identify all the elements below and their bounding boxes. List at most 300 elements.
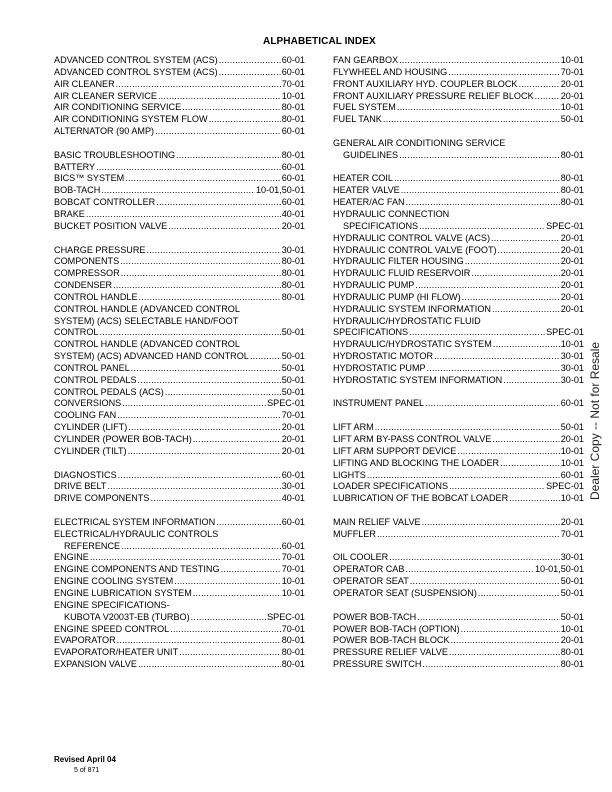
dot-leader (216, 517, 281, 529)
dot-leader (461, 624, 560, 636)
index-entry-topic: OPERATOR CAB (333, 564, 405, 575)
index-entry-page: 50-01 (281, 386, 305, 397)
index-entry (333, 185, 584, 197)
dot-leader (193, 588, 281, 600)
index-entry (54, 339, 305, 351)
section-gap (54, 233, 305, 245)
index-entry (333, 114, 584, 126)
index-entry (54, 493, 305, 505)
index-entry-page: 80-01 (281, 256, 305, 267)
index-entry (54, 363, 305, 375)
index-entry (333, 458, 584, 470)
index-entry-page: 10-01,50-01 (534, 564, 584, 575)
dot-leader (118, 470, 281, 482)
dot-leader (156, 197, 281, 209)
index-entry-page: 50-01 (281, 351, 305, 362)
index-entry-page: 50-01 (560, 422, 584, 433)
index-entry (333, 173, 584, 185)
index-entry-page: 10-01 (560, 55, 584, 65)
index-entry (333, 481, 584, 493)
index-entry-page: 60-01 (281, 126, 305, 137)
index-entry-topic: HYDRAULIC SYSTEM INFORMATION (333, 303, 491, 314)
index-entry (54, 647, 305, 659)
index-entry (54, 91, 305, 103)
index-entry (333, 470, 584, 482)
index-entry (54, 197, 305, 209)
index-entry-topic: DRIVE COMPONENTS (54, 493, 150, 504)
index-entry-page: 10-01 (281, 90, 305, 101)
dot-leader (155, 126, 281, 138)
dot-leader (176, 150, 281, 162)
index-entry (333, 304, 584, 316)
index-entry-page: 10-01 (560, 457, 584, 468)
index-entry (54, 316, 305, 328)
dot-leader (500, 458, 560, 470)
index-entry (333, 209, 584, 221)
index-entry-page: 10-01 (560, 102, 584, 113)
index-entry-topic: CHARGE PRESSURE (54, 244, 146, 255)
index-entry-page: 70-01 (560, 66, 584, 77)
index-entry-page: 80-01 (281, 114, 305, 125)
index-entry-topic: COMPONENTS (54, 256, 120, 267)
index-entry-topic: INSTRUMENT PANEL (333, 398, 425, 409)
index-entry-page: 20-01 (281, 434, 305, 444)
index-entry-topic: HEATER/AC FAN (333, 197, 405, 208)
dot-leader (99, 327, 280, 339)
index-entry-page: 20-01 (560, 90, 584, 101)
dot-leader (409, 327, 545, 339)
index-entry-topic: MUFFLER (333, 528, 376, 539)
watermark-text: Dealer Copy -- Not for Resale (588, 341, 602, 500)
dot-leader (117, 410, 281, 422)
index-entry (333, 197, 584, 209)
index-entry-topic: AIR CLEANER (54, 78, 115, 89)
index-entry (333, 91, 584, 103)
index-entry (333, 339, 584, 351)
index-entry (54, 292, 305, 304)
index-entry-topic: HYDRAULIC FILTER HOUSING (333, 256, 464, 267)
index-entry-page: SPEC-01 (546, 220, 584, 231)
index-entry-topic: OIL COOLER (333, 552, 389, 563)
index-entry-page: 10-01 (560, 623, 584, 634)
index-entry (333, 422, 584, 434)
page-number: 5 of 871 (74, 767, 100, 774)
index-entry-page: SPEC-01 (546, 481, 584, 492)
dot-leader (139, 292, 281, 304)
dot-leader (449, 481, 545, 493)
dot-leader (165, 387, 281, 399)
index-entry-page: 80-01 (281, 268, 305, 279)
index-entry (54, 162, 305, 174)
index-entry (54, 150, 305, 162)
index-entry-page: 20-01 (560, 232, 584, 243)
index-entry-topic: CONTROL PEDALS (54, 374, 137, 385)
index-entry-topic: SPECIFICATIONS (343, 220, 419, 231)
index-entry-page: 70-01 (281, 410, 305, 421)
index-entry-topic: LOADER SPECIFICATIONS (333, 481, 449, 492)
dot-leader (449, 647, 560, 659)
index-entry (333, 268, 584, 280)
dot-leader (86, 209, 281, 221)
index-entry (333, 67, 584, 79)
index-entry-page: 20-01 (560, 635, 584, 646)
dot-leader (397, 102, 560, 114)
index-entry-topic: BATTERY (54, 161, 96, 172)
index-entry-page: SPEC-01 (267, 398, 305, 409)
index-entry-topic: HYDROSTATIC MOTOR (333, 351, 434, 362)
index-entry-topic: ENGINE COOLING SYSTEM (54, 576, 174, 587)
index-entry-page: 20-01 (560, 268, 584, 279)
index-entry-topic: CONTROL HANDLE (ADVANCED CONTROL (54, 303, 240, 314)
dot-leader (427, 363, 560, 375)
dot-leader (122, 398, 266, 410)
dot-leader (182, 102, 281, 114)
index-entry (54, 517, 305, 529)
index-entry-page: 10-01 (560, 339, 584, 350)
index-column-right (333, 55, 584, 671)
index-entry-page: 30-01 (560, 351, 584, 362)
dot-leader (113, 280, 281, 292)
index-entry-page: 80-01 (281, 102, 305, 113)
index-entry-topic: ENGINE (54, 552, 89, 563)
index-entry (54, 600, 305, 612)
dot-leader (451, 635, 560, 647)
index-entry (333, 576, 584, 588)
dot-leader (219, 67, 281, 79)
index-entry-page: 10-01,50-01 (255, 185, 305, 196)
dot-leader (422, 517, 560, 529)
index-entry (54, 55, 305, 67)
index-entry (54, 410, 305, 422)
dot-leader (90, 552, 281, 564)
index-entry (333, 529, 584, 541)
index-entry-topic: BICS™ SYSTEM (54, 173, 125, 184)
index-entry (333, 327, 584, 339)
index-entry-topic: EVAPORATOR (54, 635, 116, 646)
index-entry (333, 280, 584, 292)
index-entry-page: 30-01 (281, 481, 305, 492)
index-entry-topic: REFERENCE (64, 540, 121, 551)
index-entry (333, 612, 584, 624)
index-entry-topic: HEATER COIL (333, 173, 393, 184)
index-entry-topic: CONTROL HANDLE (ADVANCED CONTROL (54, 339, 240, 350)
index-entry-topic: ENGINE SPECIFICATIONS- (54, 599, 170, 610)
index-entry-page: 20-01 (560, 434, 584, 444)
index-entry (333, 316, 584, 328)
section-gap (333, 600, 584, 612)
index-entry (54, 256, 305, 268)
index-column-left (54, 55, 305, 671)
index-entry-topic: HYDROSTATIC PUMP (333, 362, 426, 373)
index-entry-topic: PRESSURE SWITCH (333, 659, 422, 670)
dot-leader (138, 659, 281, 671)
dot-leader (125, 173, 280, 185)
index-entry-topic: ADVANCED CONTROL SYSTEM (ACS) (54, 66, 218, 77)
index-entry-topic: CONVERSIONS (54, 398, 122, 409)
dot-leader (417, 612, 560, 624)
index-entry-page: 60-01 (281, 161, 305, 172)
dot-leader (492, 304, 560, 316)
dot-leader (498, 245, 560, 257)
dot-leader (394, 173, 560, 185)
index-entry-topic: HYDROSTATIC SYSTEM INFORMATION (333, 374, 503, 385)
index-entry (333, 138, 584, 150)
index-entry (333, 221, 584, 233)
index-entry (54, 114, 305, 126)
index-entry (333, 292, 584, 304)
index-entry-topic: CYLINDER (POWER BOB-TACH) (54, 434, 192, 444)
index-entry-topic: CYLINDER (LIFT) (54, 422, 128, 433)
index-entry-page: 80-01 (560, 197, 584, 208)
index-entry-topic: BASIC TROUBLESHOOTING (54, 149, 176, 160)
index-entry (333, 351, 584, 363)
index-entry-page: SPEC-01 (267, 611, 305, 622)
index-entry-page: 10-01 (560, 445, 584, 456)
dot-leader (406, 197, 560, 209)
index-entry-topic: ENGINE COMPONENTS AND TESTING (54, 564, 220, 575)
index-entry-page: 30-01 (560, 374, 584, 385)
index-entry-page: 60-01 (560, 469, 584, 480)
index-entry (333, 150, 584, 162)
dot-leader (399, 150, 560, 162)
index-entry-page: 70-01 (281, 564, 305, 575)
index-entry-topic: BOBCAT CONTROLLER (54, 197, 156, 208)
index-entry-topic: COOLING FAN (54, 410, 117, 421)
index-entry (54, 126, 305, 138)
index-entry-topic: ENGINE SPEED CONTROL (54, 623, 170, 634)
index-entry-page: 50-01 (281, 374, 305, 385)
dot-leader (131, 363, 281, 375)
index-entry-topic: ENGINE LUBRICATION SYSTEM (54, 587, 192, 598)
index-entry-page: 30-01 (560, 362, 584, 373)
index-entry-topic: ELECTRICAL/HYDRAULIC CONTROLS (54, 528, 219, 539)
index-entry-topic: EVAPORATOR/HEATER UNIT (54, 647, 179, 658)
index-entry (54, 635, 305, 647)
index-entry-topic: FUEL TANK (333, 114, 382, 125)
dot-leader (405, 564, 534, 576)
dot-leader (191, 612, 266, 624)
index-entry (54, 387, 305, 399)
dot-leader (425, 398, 560, 410)
index-entry-topic: SYSTEM) (ACS) ADVANCED HAND CONTROL (54, 351, 249, 362)
index-entry-page: 60-01 (281, 66, 305, 77)
dot-leader (174, 576, 280, 588)
dot-leader (219, 55, 281, 67)
index-entry (54, 434, 305, 446)
index-entry-topic: CONTROL HANDLE (54, 291, 138, 302)
dot-leader (535, 91, 560, 103)
revision-note: Revised April 04 (54, 755, 116, 764)
index-entry-page: 60-01 (281, 516, 305, 527)
index-entry-topic: HYDRAULIC CONTROL VALVE (ACS) (333, 232, 490, 243)
index-entry-topic: CONTROL PANEL (54, 362, 130, 373)
dot-leader (493, 339, 560, 351)
index-entry-topic: POWER BOB-TACH (333, 611, 417, 622)
index-entry-page: 80-01 (560, 659, 584, 670)
section-gap (333, 541, 584, 553)
index-entry-page: 80-01 (281, 291, 305, 302)
section-gap (54, 458, 305, 470)
dot-leader (492, 434, 559, 446)
index-entry-topic: AIR CLEANER SERVICE (54, 90, 157, 101)
dot-leader (478, 588, 560, 600)
index-entry-topic: FLYWHEEL AND HOUSING (333, 66, 448, 77)
index-entry-page: 40-01 (281, 208, 305, 219)
index-entry (54, 245, 305, 257)
index-entry-page: 10-01 (281, 587, 305, 598)
index-entry-topic: LIFTING AND BLOCKING THE LOADER (333, 457, 500, 468)
index-entry-topic: HYDRAULIC FLUID RESERVOIR (333, 268, 471, 279)
page-title: ALPHABETICAL INDEX (263, 36, 376, 47)
index-entry-page: 80-01 (281, 635, 305, 646)
index-entry-page: 80-01 (560, 173, 584, 184)
index-entry-topic: CONTROL (54, 327, 99, 338)
index-entry-page: 10-01 (560, 493, 584, 504)
dot-leader (193, 434, 281, 446)
dot-leader (101, 185, 255, 197)
index-entry-page: 70-01 (560, 528, 584, 539)
index-entry (333, 256, 584, 268)
index-entry-page: 50-01 (281, 362, 305, 373)
index-entry (54, 576, 305, 588)
index-entry (54, 422, 305, 434)
index-entry-page: 50-01 (281, 327, 305, 338)
index-entry (333, 517, 584, 529)
dot-leader (422, 659, 559, 671)
index-entry-page: 60-01 (281, 469, 305, 480)
dot-leader (509, 493, 560, 505)
index-entry (54, 280, 305, 292)
dot-leader (462, 292, 560, 304)
index-entry-topic: ALTERNATOR (90 AMP) (54, 126, 155, 137)
index-entry (54, 67, 305, 79)
section-gap (54, 505, 305, 517)
index-entry (54, 102, 305, 114)
dot-leader (121, 268, 281, 280)
index-entry-topic: SPECIFICATIONS (333, 327, 409, 338)
dot-leader (389, 552, 559, 564)
dot-leader (221, 564, 281, 576)
dot-leader (96, 162, 281, 174)
index-entry-page: 20-01 (560, 280, 584, 291)
index-entry-topic: AIR CONDITIONING SYSTEM FLOW (54, 114, 208, 125)
index-entry-page: 70-01 (281, 623, 305, 634)
index-entry (54, 375, 305, 387)
index-entry (54, 173, 305, 185)
index-entry-topic: FRONT AUXILIARY PRESSURE RELIEF BLOCK (333, 90, 534, 101)
index-entry-topic: GENERAL AIR CONDITIONING SERVICE (333, 137, 506, 148)
index-entry (54, 624, 305, 636)
index-entry-topic: KUBOTA V2003T-EB (TURBO) (64, 611, 190, 622)
index-entry (333, 564, 584, 576)
index-entry-page: 60-01 (281, 540, 305, 551)
index-entry-page: 80-01 (281, 149, 305, 160)
index-entry-topic: CONTROL PEDALS (ACS) (54, 386, 164, 397)
index-entry (333, 446, 584, 458)
dot-leader (250, 351, 281, 363)
index-entry-topic: HYDRAULIC/HYDROSTATIC FLUID (333, 315, 481, 326)
section-gap (333, 505, 584, 517)
index-entry (333, 659, 584, 671)
dot-leader (117, 635, 281, 647)
index-entry (54, 612, 305, 624)
index-entry-topic: CONDENSER (54, 280, 113, 291)
index-entry-page: 20-01 (560, 244, 584, 255)
index-entry-topic: HYDRAULIC CONNECTION (333, 208, 450, 219)
dot-leader (457, 446, 559, 458)
index-entry-page: 50-01 (560, 587, 584, 598)
dot-leader (209, 114, 281, 126)
dot-leader (158, 91, 281, 103)
index-entry-page: 50-01 (560, 576, 584, 587)
index-entry-page: 20-01 (560, 303, 584, 314)
dot-leader (399, 55, 560, 67)
index-entry-topic: EXPANSION VALVE (54, 659, 137, 670)
index-entry-topic: LIGHTS (333, 469, 366, 480)
dot-leader (151, 493, 281, 505)
index-entry-topic: LIFT ARM (333, 422, 374, 433)
index-entry-topic: HEATER VALVE (333, 185, 400, 196)
section-gap (333, 410, 584, 422)
index-entry-page: 30-01 (560, 552, 584, 563)
index-entry (54, 588, 305, 600)
index-entry (333, 624, 584, 636)
index-entry-page: 20-01 (560, 291, 584, 302)
index-entry-topic: BRAKE (54, 208, 85, 219)
index-entry (54, 304, 305, 316)
index-entry (333, 398, 584, 410)
dot-leader (138, 375, 281, 387)
dot-leader (419, 221, 545, 233)
dot-leader (116, 79, 281, 91)
index-entry-page: 30-01 (281, 244, 305, 255)
index-entry-topic: OPERATOR SEAT (SUSPENSION) (333, 587, 477, 598)
index-entry (54, 398, 305, 410)
index-entry (54, 446, 305, 458)
index-entry-topic: ADVANCED CONTROL SYSTEM (ACS) (54, 55, 218, 65)
index-entry-topic: LUBRICATION OF THE BOBCAT LOADER (333, 493, 509, 504)
dot-leader (491, 233, 560, 245)
dot-leader (518, 79, 559, 91)
index-entry (333, 375, 584, 387)
dot-leader (375, 422, 560, 434)
index-entry-topic: LIFT ARM BY-PASS CONTROL VALVE (333, 434, 492, 444)
index-entry (54, 185, 305, 197)
dot-leader (120, 256, 281, 268)
index-entry-page: 80-01 (560, 647, 584, 658)
dot-leader (128, 422, 280, 434)
dot-leader (179, 647, 281, 659)
index-entry-page: 20-01 (281, 445, 305, 456)
index-entry-page: 50-01 (560, 114, 584, 125)
index-entry (54, 268, 305, 280)
index-entry (54, 221, 305, 233)
dot-leader (383, 114, 560, 126)
index-entry (54, 351, 305, 363)
index-entry-topic: FAN GEARBOX (333, 55, 399, 65)
index-entry-page: 60-01 (281, 55, 305, 65)
index-entry-page: 50-01 (560, 611, 584, 622)
index-entry (333, 55, 584, 67)
index-entry (333, 233, 584, 245)
index-entry-topic: DRIVE BELT (54, 481, 107, 492)
index-entry-topic: BOB-TACH (54, 185, 101, 196)
index-entry-topic: ELECTRICAL SYSTEM INFORMATION (54, 516, 216, 527)
index-entry-page: 80-01 (281, 647, 305, 658)
index-entry-page: 60-01 (281, 173, 305, 184)
section-gap (333, 387, 584, 399)
index-entry-topic: LIFT ARM SUPPORT DEVICE (333, 445, 457, 456)
